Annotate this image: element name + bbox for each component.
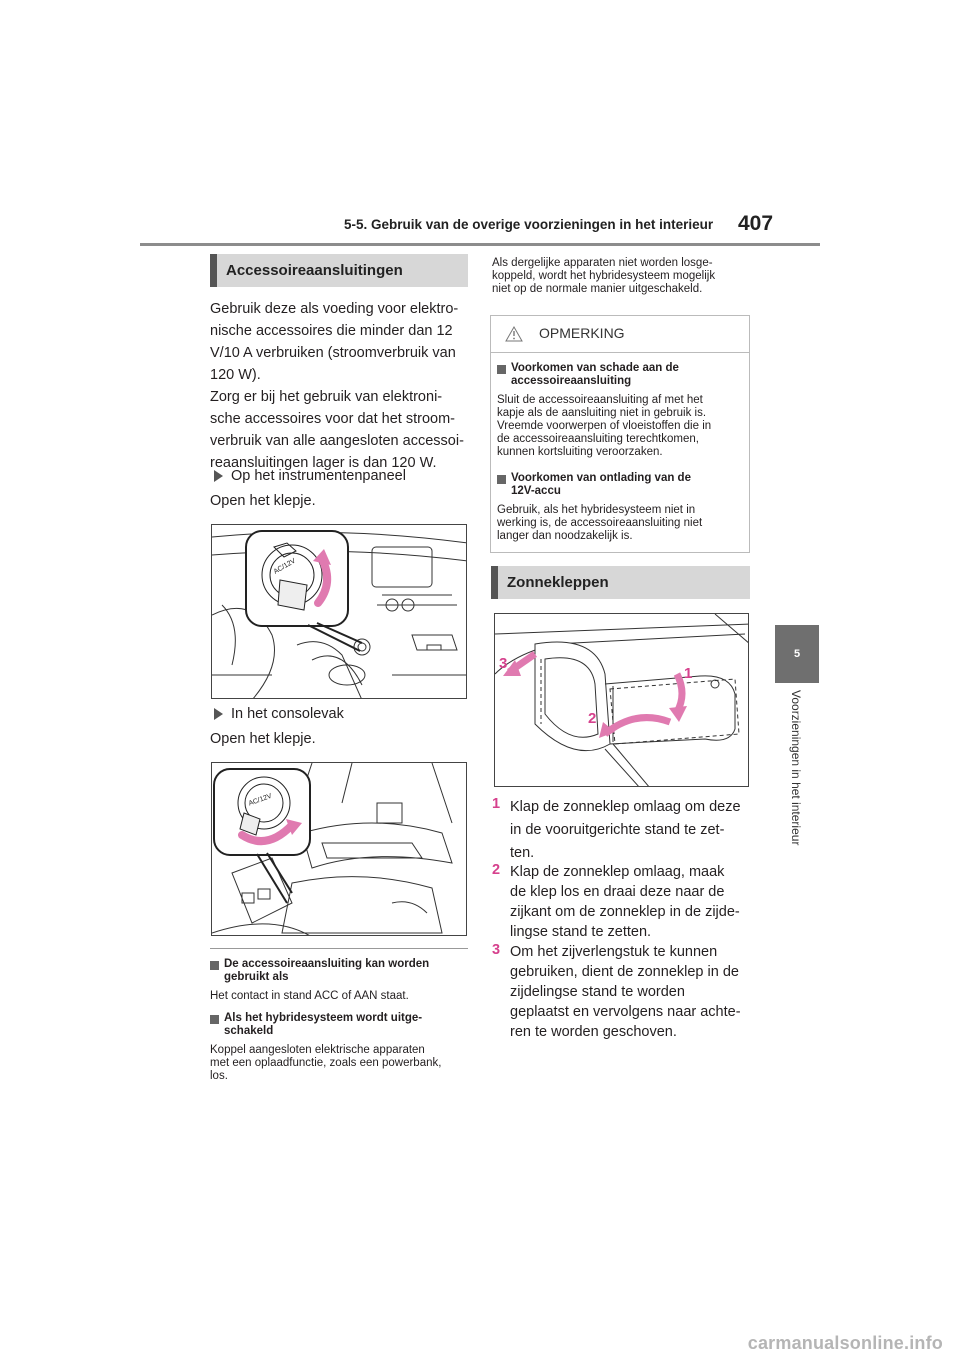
square-bullet-icon <box>497 475 506 484</box>
note-hybrid-off: Als het hybridesysteem wordt uitge- schakeld Koppel aangesloten elektrische apparaten met een oplaadfunctie, zoals een powerbank, los. <box>210 1012 442 1082</box>
note-rule <box>210 948 468 949</box>
figure-label-2: 2 <box>588 710 597 727</box>
socket-label: AC/12V <box>247 792 273 808</box>
figure-console <box>211 762 467 936</box>
sub-heading-console: In het consolevak <box>214 706 344 722</box>
chapter-tab: 5 <box>775 625 819 683</box>
step-1: 1 Klap de zonneklep omlaag om deze in de vooruitgerichte stand te zet- ten. <box>492 796 741 861</box>
square-bullet-icon <box>497 365 506 374</box>
figure-label-3: 3 <box>499 655 508 672</box>
chapter-title: Voorzieningen in het interieur <box>789 690 803 846</box>
caution-divider <box>491 352 749 353</box>
step-number: 1 <box>492 796 501 812</box>
console-illustration <box>212 763 467 936</box>
caution-box <box>490 315 750 553</box>
step-2: 2 Klap de zonneklep omlaag, maak de klep los en draai deze naar de zijkant om de zonneklep in de zijde- lingse stand te zetten. <box>492 862 740 940</box>
instruction-open-cover-1: Open het klepje. <box>210 493 316 509</box>
caution-header <box>491 316 749 352</box>
text-line: reaansluitingen lager is dan 120 W. <box>210 455 437 471</box>
caution-label: OPMERKING <box>539 325 625 341</box>
instruction-open-cover-2: Open het klepje. <box>210 731 316 747</box>
sun-visor-illustration <box>495 614 749 787</box>
step-number: 2 <box>492 862 501 878</box>
sub-heading-instrument-panel: Op het instrumentenpaneel <box>214 468 406 484</box>
socket-label: AC/12V <box>272 557 297 576</box>
text-line: nische accessoires die minder dan 12 <box>210 323 453 339</box>
caution-damage: Voorkomen van schade aan de accessoireaansluiting Sluit de accessoireaansluiting af met het kapje als de aansluiting niet in gebruik is. Vreemde voorwerpen of vloeistoffen die in de accessoireaansluiting terechtkomen, kunnen kortsluiting veroorzaken. <box>497 362 712 458</box>
page-number: 407 <box>738 212 774 235</box>
caution-discharge: Voorkomen van ontlading van de 12V-accu Gebruik, als het hybridesysteem niet in werking is, de accessoireaansluiting niet langer dan noodzakelijk is. <box>497 472 703 542</box>
text-line: V/10 A verbruiken (stroomverbruik van <box>210 345 456 361</box>
text-line: verbruik van alle aangesloten accessoi- <box>210 433 464 449</box>
square-bullet-icon <box>210 1015 219 1024</box>
text-line: 120 W). <box>210 367 261 383</box>
usage-paragraph <box>210 386 475 474</box>
text-line: sche accessoires voor dat het stroom- <box>210 411 455 427</box>
step-number: 3 <box>492 942 501 958</box>
heading-accessoireaansluitingen: Accessoireaansluitingen <box>210 254 468 287</box>
warning-triangle-icon <box>505 326 523 342</box>
figure-label-1: 1 <box>684 665 693 682</box>
step-3: 3 Om het zijverlengstuk te kunnen gebruiken, dient de zonneklep in de zijdelingse stand te worden geplaatst en vervolgens naar achte- ren te worden geschoven. <box>492 942 741 1040</box>
heading-zonnekleppen: Zonnekleppen <box>491 566 750 599</box>
square-bullet-icon <box>210 961 219 970</box>
header-rule <box>140 243 820 246</box>
figure-instrument-panel <box>211 524 467 699</box>
section-title: 5-5. Gebruik van de overige voorzieningen in het interieur <box>344 217 714 232</box>
watermark: carmanualsonline.info <box>747 1333 943 1353</box>
text-line: Gebruik deze als voeding voor elektro- <box>210 301 459 317</box>
triangle-bullet-icon <box>214 470 223 482</box>
chapter-title-vertical <box>785 690 805 870</box>
note-usage: De accessoireaansluiting kan worden gebruikt als Het contact in stand ACC of AAN staat. <box>210 958 430 1002</box>
disconnect-note: Als dergelijke apparaten niet worden losge- koppeld, wordt het hybridesysteem mogelijk niet op de normale manier uitgeschakeld. <box>492 257 716 295</box>
intro-paragraph <box>210 298 470 386</box>
dashboard-illustration <box>212 525 467 699</box>
text-line: Zorg er bij het gebruik van elektroni- <box>210 389 443 405</box>
figure-sun-visor <box>494 613 749 787</box>
triangle-bullet-icon <box>214 708 223 720</box>
